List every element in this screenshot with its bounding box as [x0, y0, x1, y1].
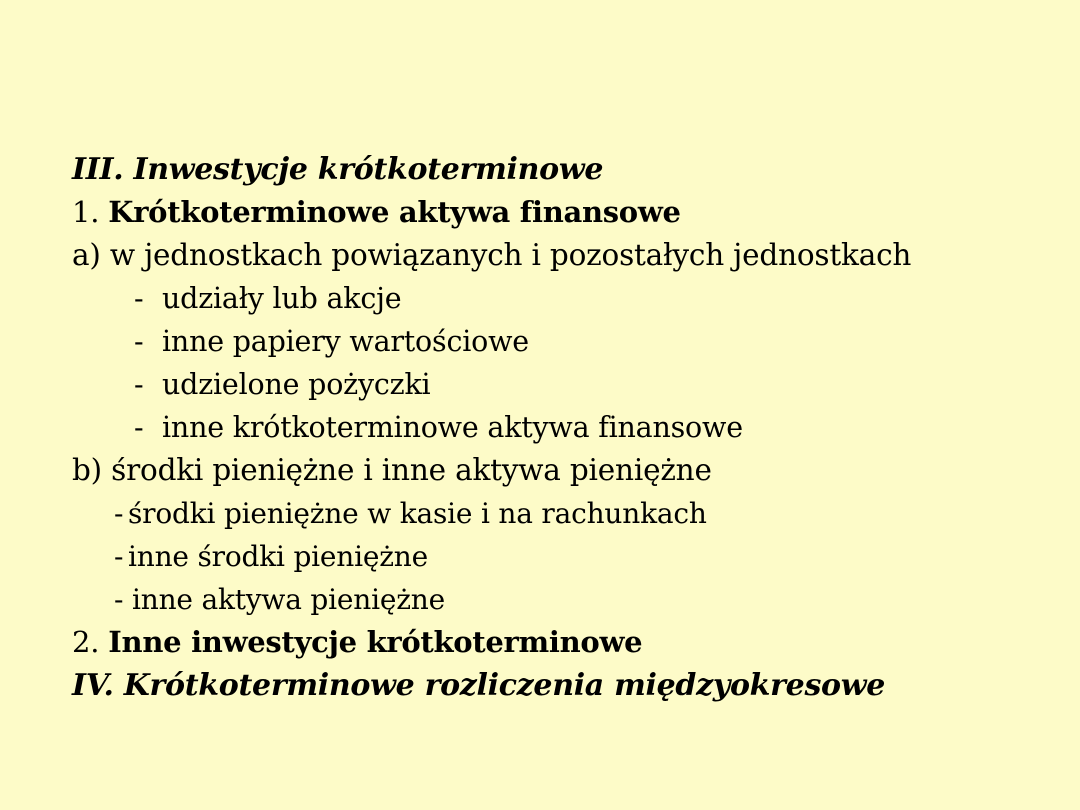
list-item-1-label: Krótkoterminowe aktywa finansowe: [108, 195, 681, 229]
list-item-b: b) środki pieniężne i inne aktywa pieniężne: [72, 453, 712, 487]
dash-bullet-icon: -: [114, 583, 124, 616]
dash-bullet-icon: -: [134, 325, 144, 358]
list-item-b-1-label: środki pieniężne w kasie i na rachunkach: [128, 497, 707, 530]
list-item-b-3-label: inne aktywa pieniężne: [132, 583, 445, 616]
list-item-b-3: [72, 578, 1022, 621]
dash-bullet-icon: -: [134, 282, 144, 315]
dash-bullet-icon: -: [114, 497, 124, 530]
list-item-1: [72, 191, 1022, 234]
list-item-a: a) w jednostkach powiązanych i pozostałych jednostkach: [72, 238, 912, 272]
dash-bullet-icon: -: [134, 411, 144, 444]
list-item-2-number: 2.: [72, 625, 109, 659]
list-item-a-3: [72, 363, 1022, 406]
slide-body-text: [72, 148, 1022, 707]
list-item-a-1: [72, 277, 1022, 320]
list-item-b-2: [72, 535, 1022, 578]
list-item-2-label: Inne inwestycje krótkoterminowe: [108, 625, 643, 659]
heading-section-iii: III. Inwestycje krótkoterminowe: [72, 152, 604, 187]
list-item-a-2: [72, 320, 1022, 363]
list-item-2: [72, 621, 1022, 664]
list-item-a-4-label: inne krótkoterminowe aktywa finansowe: [162, 411, 743, 444]
dash-bullet-icon: -: [134, 368, 144, 401]
list-item-b-2-label: inne środki pieniężne: [128, 540, 429, 573]
dash-bullet-icon: -: [114, 540, 124, 573]
list-item-a-2-label: inne papiery wartościowe: [162, 325, 529, 358]
list-item-b-1: [72, 492, 1022, 535]
list-item-1-number: 1.: [72, 195, 109, 229]
list-item-a-4: [72, 406, 1022, 449]
list-item-a-3-label: udzielone pożyczki: [162, 368, 431, 401]
list-item-a-1-label: udziały lub akcje: [162, 282, 402, 315]
heading-section-iv: IV. Krótkoterminowe rozliczenia międzyokresowe: [72, 668, 886, 703]
